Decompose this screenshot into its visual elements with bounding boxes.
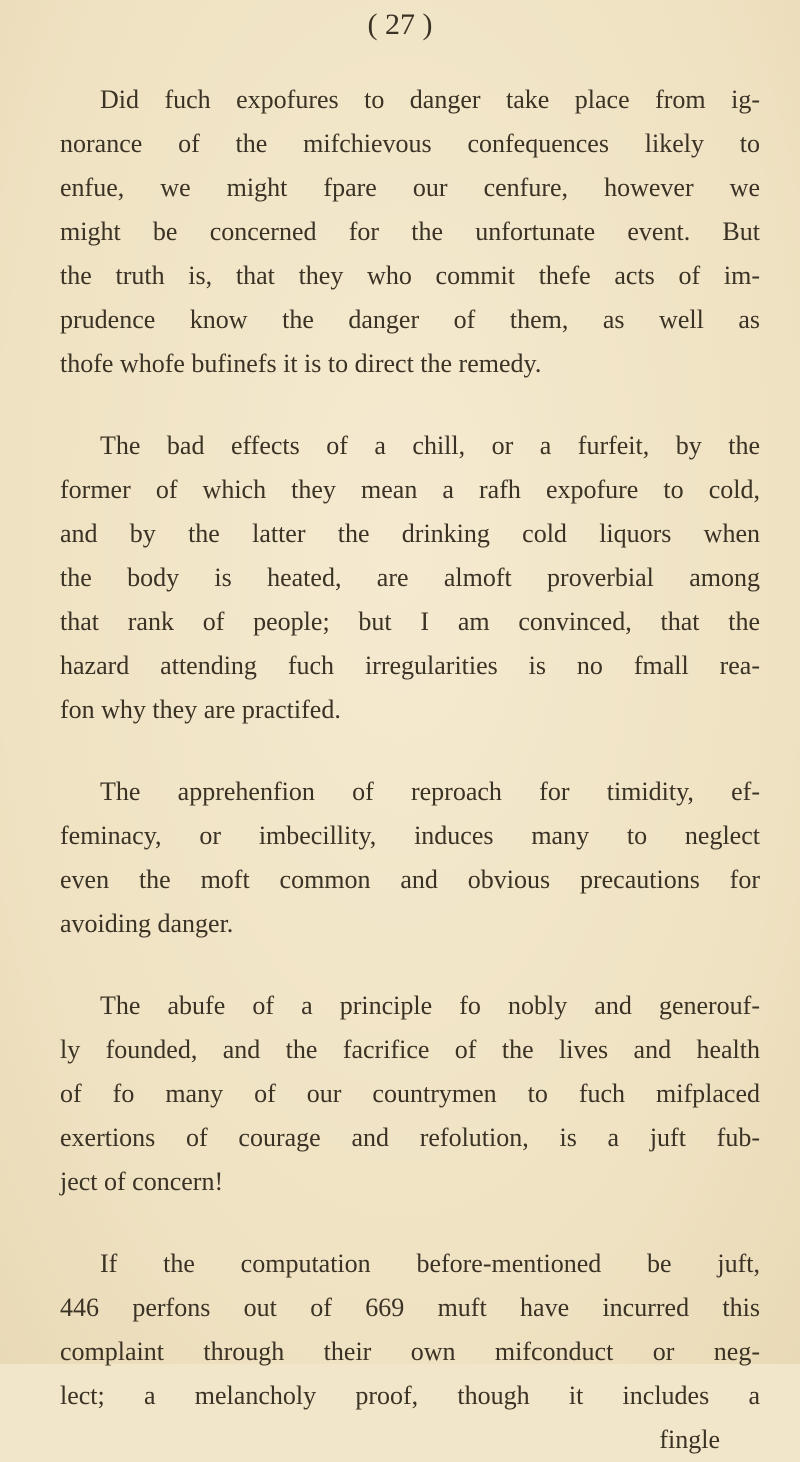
text-line: hazard attending fuch irregularities is no fmall rea- (60, 651, 760, 680)
text-line: of fo many of our countrymen to fuch mifplaced (60, 1079, 760, 1108)
text-line: fon why they are practifed. (60, 695, 341, 724)
text-line: former of which they mean a rafh expofure to cold, (60, 475, 760, 504)
text-line: 446 perfons out of 669 muft have incurred this (60, 1293, 760, 1322)
text-line: and by the latter the drinking cold liquors when (60, 519, 760, 548)
text-line: complaint through their own mifconduct or neg- (60, 1337, 760, 1366)
paragraph-3 (60, 770, 760, 946)
text-line: avoiding danger. (60, 909, 234, 938)
paragraph-2 (60, 424, 760, 732)
text-line: The bad effects of a chill, or a furfeit, by the (100, 431, 760, 460)
text-line: The apprehenfion of reproach for timidity, ef- (100, 777, 760, 806)
catchword: fingle (659, 1425, 720, 1454)
text-line: the body is heated, are almoft proverbial among (60, 563, 760, 592)
page-number: ( 27 ) (367, 8, 433, 41)
text-line: enfue, we might fpare our cenfure, however we (60, 173, 760, 202)
body-text (60, 78, 760, 1462)
text-line: prudence know the danger of them, as well as (60, 305, 760, 334)
text-line: If the computation before-mentioned be juft, (100, 1249, 760, 1278)
paragraph-5 (60, 1242, 760, 1418)
text-line: might be concerned for the unfortunate event. But (60, 217, 760, 246)
text-line: lect; a melancholy proof, though it includes a (60, 1381, 760, 1410)
text-line: exertions of courage and refolution, is a juft fub- (60, 1123, 760, 1152)
text-line: Did fuch expofures to danger take place from ig- (100, 85, 760, 114)
text-line: thofe whofe bufinefs it is to direct the remedy. (60, 349, 542, 378)
text-line: that rank of people; but I am convinced, that the (60, 607, 760, 636)
text-line: feminacy, or imbecillity, induces many to neglect (60, 821, 760, 850)
text-line: norance of the mifchievous confequences likely to (60, 129, 760, 158)
text-line: ly founded, and the facrifice of the lives and health (60, 1035, 760, 1064)
text-line: even the moft common and obvious precautions for (60, 865, 760, 894)
paragraph-4 (60, 984, 760, 1204)
text-line: The abufe of a principle fo nobly and generouf- (100, 991, 760, 1020)
text-line: ject of concern! (60, 1167, 224, 1196)
paragraph-1 (60, 78, 760, 386)
text-line: the truth is, that they who commit thefe acts of im- (60, 261, 760, 290)
